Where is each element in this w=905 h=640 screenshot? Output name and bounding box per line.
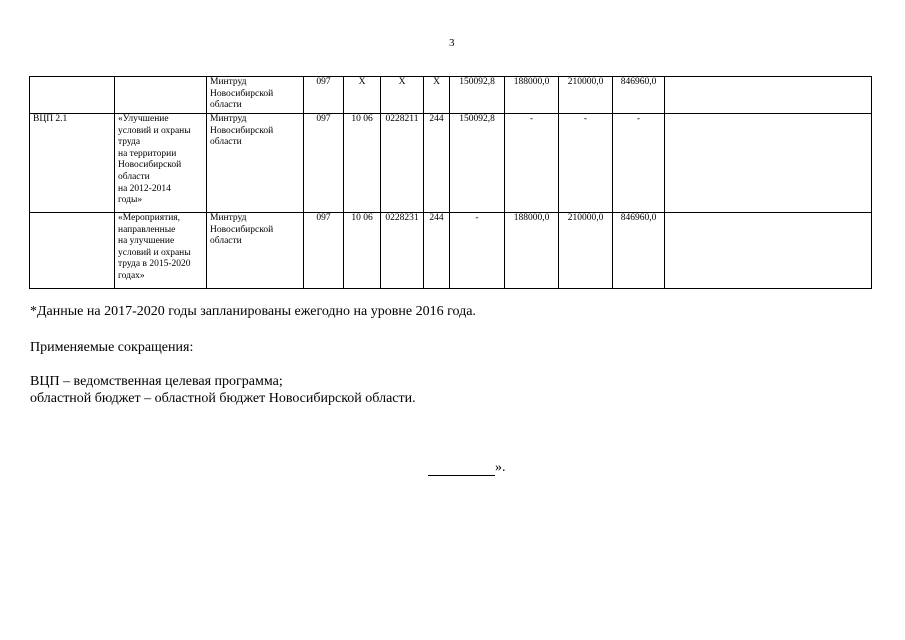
table-row bbox=[30, 213, 872, 289]
vr-cell: Х bbox=[424, 77, 450, 114]
page-number: 3 bbox=[449, 37, 455, 49]
executor-cell: Минтруд Новосибирской области bbox=[207, 213, 304, 289]
total-cell: 846960,0 bbox=[613, 213, 665, 289]
footnote: *Данные на 2017-2020 годы запланированы ежегодно на уровне 2016 года. bbox=[30, 304, 476, 319]
program-name-cell: «Мероприятия, направленные на улучшение условий и охраны труда в 2015-2020 годах» bbox=[115, 213, 207, 289]
program-name-cell bbox=[115, 77, 207, 114]
grbs-cell: 097 bbox=[304, 213, 344, 289]
vr-cell: 244 bbox=[424, 114, 450, 213]
program-code-cell bbox=[30, 213, 115, 289]
year-2016-cell: 210000,0 bbox=[559, 77, 613, 114]
year-2015-cell: - bbox=[505, 114, 559, 213]
year-2015-cell: 188000,0 bbox=[505, 77, 559, 114]
closing-quote: ». bbox=[495, 460, 506, 475]
year-2014-cell: 150092,8 bbox=[450, 114, 505, 213]
program-code-cell bbox=[30, 77, 115, 114]
rzpr-cell: 10 06 bbox=[344, 213, 381, 289]
year-2014-cell: - bbox=[450, 213, 505, 289]
empty-cell bbox=[665, 77, 872, 114]
table-row bbox=[30, 77, 872, 114]
rzpr-cell: 10 06 bbox=[344, 114, 381, 213]
abbreviation-budget: областной бюджет – областной бюджет Новосибирской области. bbox=[30, 391, 416, 406]
executor-cell: Минтруд Новосибирской области bbox=[207, 114, 304, 213]
empty-cell bbox=[665, 213, 872, 289]
closing-mark bbox=[428, 460, 506, 476]
program-code-cell: ВЦП 2.1 bbox=[30, 114, 115, 213]
abbreviations-heading: Применяемые сокращения: bbox=[30, 340, 194, 355]
year-2016-cell: - bbox=[559, 114, 613, 213]
csr-cell: 0228211 bbox=[381, 114, 424, 213]
grbs-cell: 097 bbox=[304, 114, 344, 213]
total-cell: - bbox=[613, 114, 665, 213]
budget-table bbox=[29, 76, 872, 289]
rzpr-cell: Х bbox=[344, 77, 381, 114]
csr-cell: 0228231 bbox=[381, 213, 424, 289]
table-row bbox=[30, 114, 872, 213]
total-cell: 846960,0 bbox=[613, 77, 665, 114]
program-name-cell: «Улучшение условий и охраны труда на территории Новосибирской области на 2012-2014 годы» bbox=[115, 114, 207, 213]
year-2014-cell: 150092,8 bbox=[450, 77, 505, 114]
grbs-cell: 097 bbox=[304, 77, 344, 114]
empty-cell bbox=[665, 114, 872, 213]
executor-cell: Минтруд Новосибирской области bbox=[207, 77, 304, 114]
vr-cell: 244 bbox=[424, 213, 450, 289]
blank-line bbox=[428, 461, 495, 476]
year-2016-cell: 210000,0 bbox=[559, 213, 613, 289]
abbreviation-vcp: ВЦП – ведомственная целевая программа; bbox=[30, 374, 283, 389]
csr-cell: Х bbox=[381, 77, 424, 114]
year-2015-cell: 188000,0 bbox=[505, 213, 559, 289]
